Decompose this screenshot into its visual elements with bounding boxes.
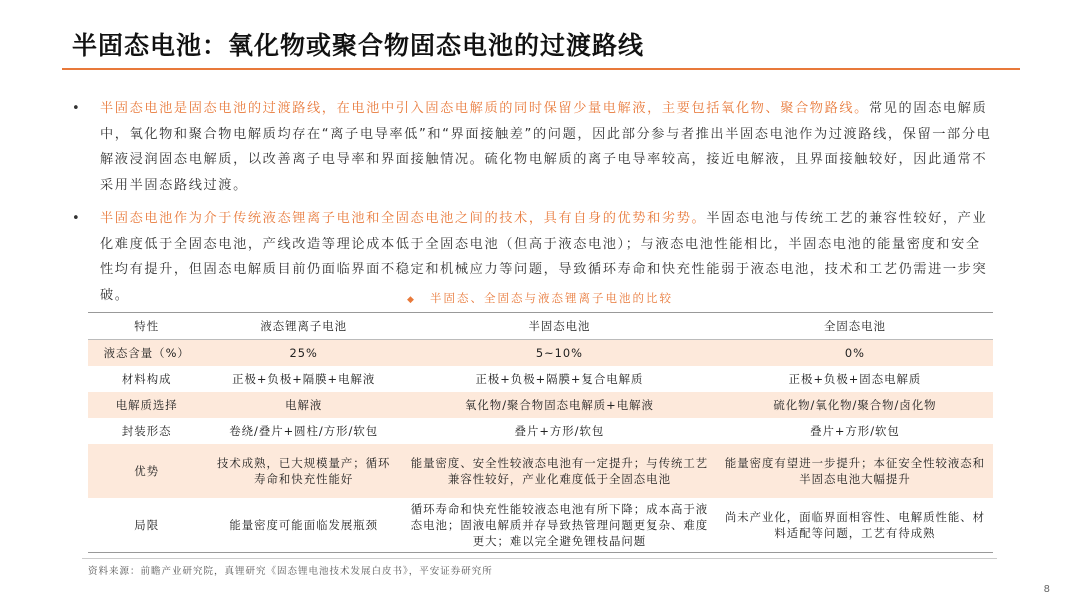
source-note: 资料来源：前瞻产业研究院，真锂研究《固态锂电池技术发展白皮书》，平安证券研究所 — [88, 566, 493, 577]
table-row — [88, 392, 993, 418]
table-cell: 5~10% — [402, 340, 717, 367]
bullet-highlight: 半固态电池是固态电池的过渡路线，在电池中引入固态电解质的同时保留少量电解液，主要包括氧化物、聚合物路线。 — [100, 101, 869, 116]
table-row — [88, 366, 993, 392]
bullet-text: 半固态电池与传统工艺的兼容性较好，产业化难度低于全固态电池，产线改造等理论成本低于全固态电池（但高于液态电池）；与液态电池性能相比，半固态电池的能量密度和安全性均有提升，但固态电解质目前仍面临界面不稳定和机械应力等问题，导致循环寿命和快充性能弱于液态电池，技术和工艺仍需进一步突破。 — [100, 211, 988, 303]
table-cell: 能量密度可能面临发展瓶颈 — [205, 498, 402, 553]
table-cell: 正极+负极+隔膜+电解液 — [232, 372, 376, 386]
table-cell: 25% — [205, 340, 402, 367]
table-row — [88, 418, 993, 444]
source-divider — [82, 558, 997, 559]
bullet-dot-icon: • — [72, 101, 82, 116]
table-row — [88, 498, 993, 553]
table-cell: 技术成熟，已大规模量产；循环寿命和快充性能好 — [205, 444, 402, 498]
table-cell: 卷绕/叠片+圆柱/方形/软包 — [229, 424, 379, 438]
table-cell: 液态含量（%） — [88, 340, 205, 367]
table-cell: 能量密度有望进一步提升；本征安全性较液态和半固态电池大幅提升 — [717, 444, 993, 498]
table-header-cell: 特性 — [88, 313, 205, 340]
table-cell: 正极+负极+固态电解质 — [788, 372, 922, 386]
comparison-table — [88, 312, 993, 553]
table-cell: 材料构成 — [121, 372, 172, 386]
table-cell: 硫化物/氧化物/聚合物/卤化物 — [717, 392, 993, 418]
table-cell: 电解液 — [205, 392, 402, 418]
page-number: 8 — [1043, 584, 1050, 595]
table-header-cell: 半固态电池 — [402, 313, 717, 340]
bullet-highlight: 半固态电池作为介于传统液态锂离子电池和全固态电池之间的技术，具有自身的优势和劣势。 — [100, 211, 707, 226]
table-header-cell: 液态锂离子电池 — [205, 313, 402, 340]
table-cell: 叠片+方形/软包 — [514, 424, 605, 438]
bullet-text: 常见的固态电解质中，氧化物和聚合物电解质均存在“离子电导率低”和“界面接触差”的问题，因此部分参与者推出半固态电池作为过渡路线，保留一部分电解液浸润固态电解质，以改善离子电导率和界面接触情况。硫化物电解质的离子电导率较高，接近电解液，且界面接触较好，因此通常不采用半固态路线过渡。 — [100, 101, 992, 193]
table-caption — [0, 290, 1080, 306]
table-caption-text: 半固态、全固态与液态锂离子电池的比较 — [429, 291, 673, 305]
bullet-item — [72, 96, 992, 198]
page-title: 半固态电池：氧化物或聚合物固态电池的过渡路线 — [72, 31, 645, 60]
title-divider — [62, 68, 1020, 70]
diamond-icon: ◆ — [407, 295, 416, 305]
table-cell: 封装形态 — [121, 424, 172, 438]
table-header-cell: 全固态电池 — [717, 313, 993, 340]
table-cell: 优势 — [88, 444, 205, 498]
table-cell: 0% — [717, 340, 993, 367]
bullet-dot-icon: • — [72, 211, 82, 226]
table-header-row — [88, 313, 993, 340]
table-cell: 局限 — [88, 498, 205, 553]
table-cell: 叠片+方形/软包 — [810, 424, 900, 438]
table-cell: 电解质选择 — [88, 392, 205, 418]
table-cell: 正极+负极+隔膜+复合电解质 — [475, 372, 644, 386]
table-row — [88, 444, 993, 498]
table-row — [88, 340, 993, 367]
bullet-list — [72, 96, 992, 316]
table-cell: 能量密度、安全性较液态电池有一定提升；与传统工艺兼容性较好，产业化难度低于全固态电池 — [402, 444, 717, 498]
table-cell: 循环寿命和快充性能较液态电池有所下降；成本高于液态电池；固液电解质并存导致热管理问题更复杂、难度更大；难以完全避免锂枝晶问题 — [402, 498, 717, 553]
table-cell: 尚未产业化，面临界面相容性、电解质性能、材料适配等问题，工艺有待成熟 — [717, 498, 993, 553]
table-cell: 氧化物/聚合物固态电解质+电解液 — [402, 392, 717, 418]
